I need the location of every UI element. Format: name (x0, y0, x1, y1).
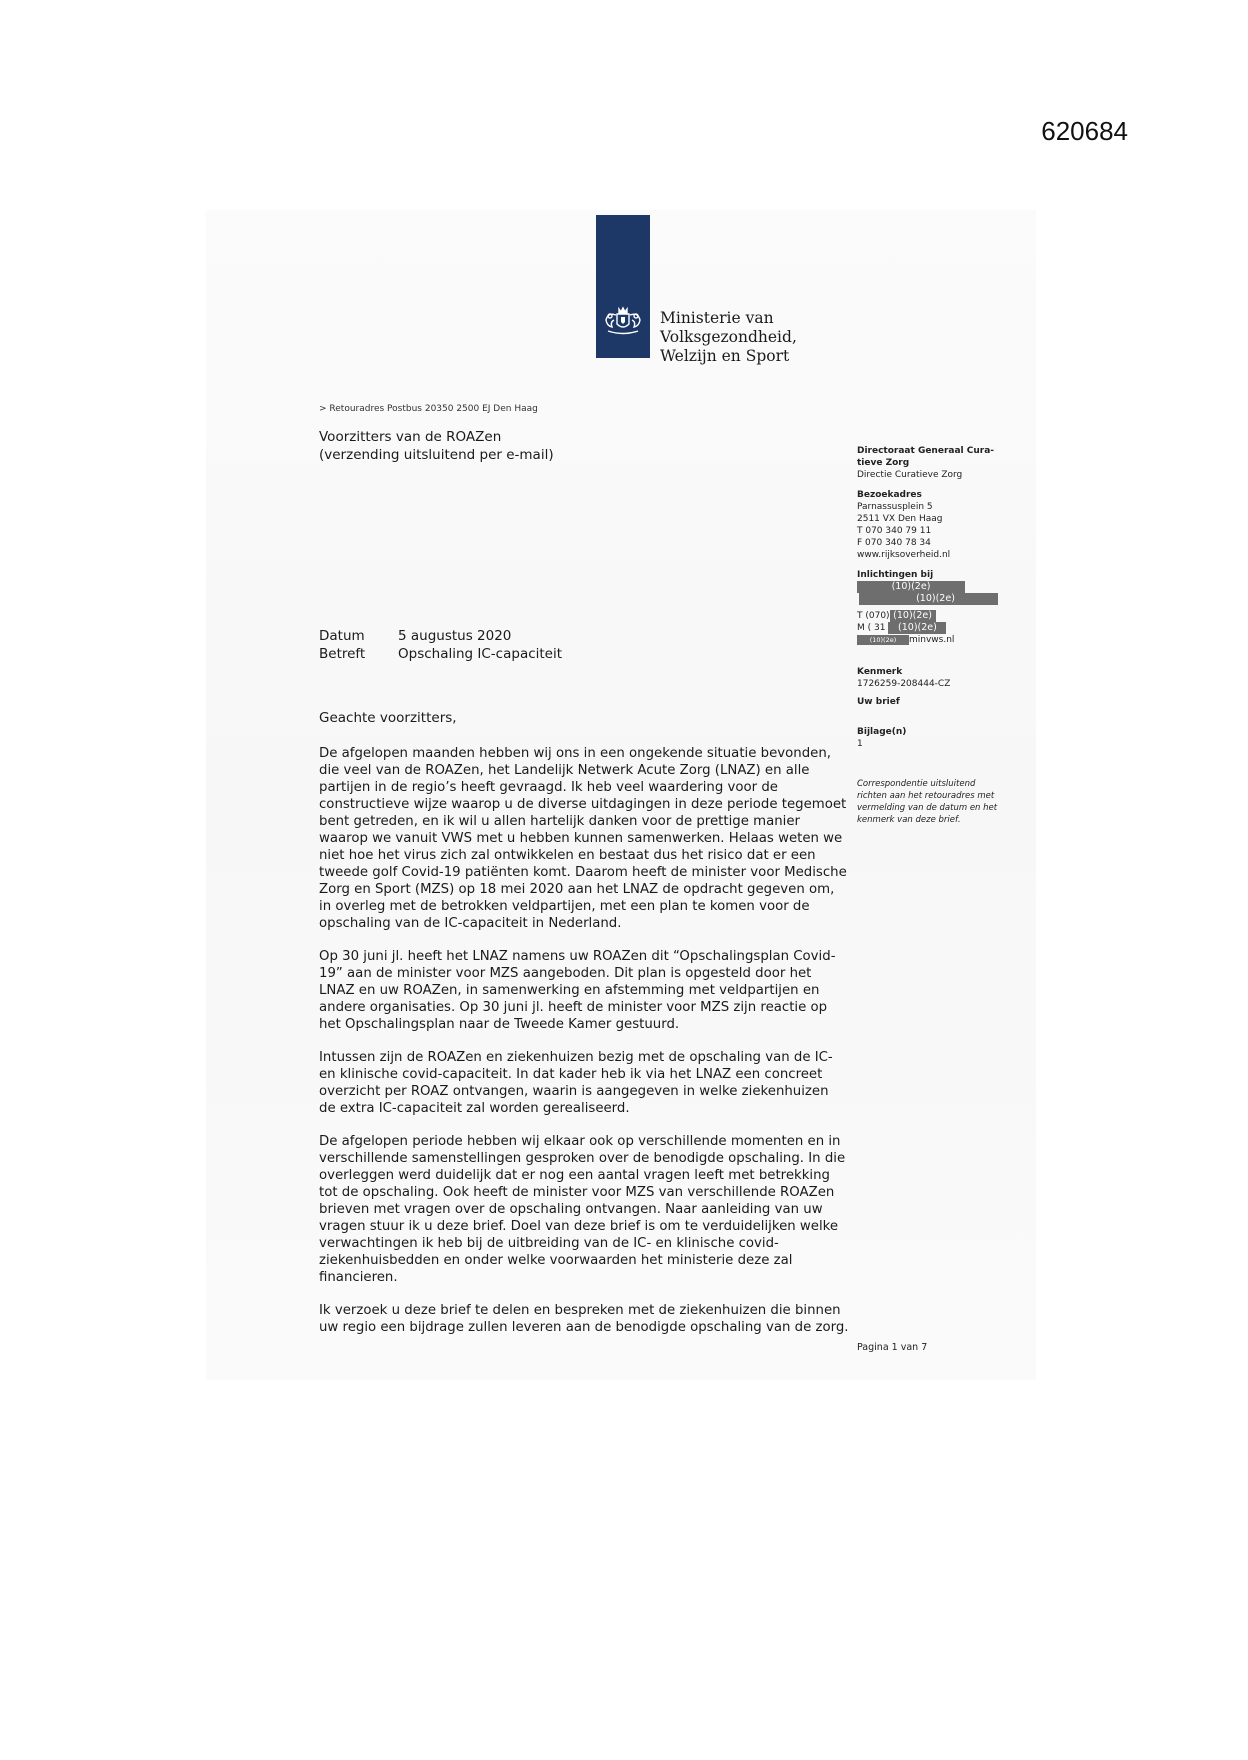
document-number: 620684 (1041, 116, 1128, 146)
reference-heading: Kenmerk (857, 667, 903, 677)
correspondence-note: Correspondentie uitsluitend richten aan het retouradres met vermelding van de datum en het kenmerk van deze brief. (857, 779, 998, 825)
subject-value: Opschaling IC-capaciteit (398, 646, 563, 662)
mobile-prefix: M ( 31 (857, 623, 886, 633)
letter-body (319, 745, 849, 1352)
body-paragraph: Intussen zijn de ROAZen en ziekenhuizen bezig met de opschaling van de IC- en klinische covid-capaciteit. In dat kader heb ik via het LNAZ een concreet overzicht per ROAZ ontvangen, waarin is aangegeven in welke ziekenhuizen de extra IC-capaciteit zal worden gerealiseerd. (319, 1050, 833, 1116)
body-paragraph: Ik verzoek u deze brief te delen en bespreken met de ziekenhuizen die binnen uw regio een bijdrage zullen leveren aan de benodigde opschaling van de zorg. (319, 1303, 849, 1335)
redaction-box: (10)(2e) (857, 581, 965, 593)
salutation: Geachte voorzitters, (319, 710, 457, 726)
date-value: 5 augustus 2020 (398, 628, 512, 644)
return-address: > Retouradres Postbus 20350 2500 EJ Den Haag (319, 404, 538, 414)
addressee-line-1: Voorzitters van de ROAZen (319, 429, 502, 445)
letter-meta (319, 627, 562, 663)
your-letter-heading: Uw brief (857, 697, 900, 707)
addressee-line-2: (verzending uitsluitend per e-mail) (319, 447, 554, 463)
attachments-value: 1 (857, 739, 863, 749)
visit-address-heading: Bezoekadres (857, 490, 922, 500)
ministry-name-line-2: Welzijn en Sport (660, 347, 790, 365)
directie: Directie Curatieve Zorg (857, 470, 963, 480)
date-row (319, 627, 562, 645)
email-suffix: minvws.nl (909, 635, 955, 645)
ministry-name (660, 309, 910, 366)
redaction-box: (10)(2e) (859, 593, 998, 605)
ministry-name-line-1: Ministerie van Volksgezondheid, (660, 309, 797, 346)
visit-street: Parnassusplein 5 (857, 502, 933, 512)
phone-prefix: T (070) (857, 611, 890, 621)
sidebar-info (857, 445, 1007, 826)
visit-phone: T 070 340 79 11 (857, 526, 932, 536)
directorate-line-2: tieve Zorg (857, 458, 910, 468)
redaction-box: (10)(2e) (888, 622, 946, 634)
website-link[interactable]: www.rijksoverheid.nl (857, 550, 951, 560)
subject-row (319, 645, 562, 663)
body-paragraph: De afgelopen maanden hebben wij ons in een ongekende situatie bevonden, die veel van de ROAZen, het Landelijk Netwerk Acute Zorg (LNAZ) en alle partijen in de regio’s heeft gevraagd. Ik heb veel waardering voor de constructieve wijze waarop u de diverse uitdagingen in deze periode tegemoet bent getreden, en ik wil u allen hartelijk danken voor de prettige manier waarop we vanuit VWS met u hebben kunnen samenwerken. Helaas weten we niet hoe het virus zich zal ontwikkelen en bestaat dus het risico dat er een tweede golf Covid-19 patiënten komt. Daarom heeft de minister voor Medische Zorg en Sport (MZS) op 18 mei 2020 aan het LNAZ de opdracht gegeven om, in overleg met de betrokken veldpartijen, met een plan te komen voor de opschaling van de IC-capaciteit in Nederland. (319, 746, 847, 931)
directorate-line-1: Directoraat Generaal Cura- (857, 446, 995, 456)
subject-label: Betreft (319, 646, 366, 662)
visit-fax: F 070 340 78 34 (857, 538, 931, 548)
info-heading: Inlichtingen bij (857, 570, 934, 580)
redaction-box: (10)(2e) (890, 610, 936, 622)
page-number: Pagina 1 van 7 (857, 1342, 928, 1353)
date-label: Datum (319, 628, 365, 644)
royal-crest-icon (600, 300, 646, 340)
visit-postal: 2511 VX Den Haag (857, 514, 943, 524)
addressee (319, 428, 554, 464)
redaction-box: (10)(2e) (857, 635, 909, 645)
body-paragraph: De afgelopen periode hebben wij elkaar ook op verschillende momenten en in verschillende samenstellingen gesproken over de benodigde opschaling. In die overleggen werd duidelijk dat er nog een aantal vragen leeft met betrekking tot de opschaling. Ook heeft de minister voor MZS van verschillende ROAZen brieven met vragen over de opschaling ontvangen. Naar aanleiding van uw vragen stuur ik u deze brief. Doel van deze brief is om te verduidelijken welke verwachtingen ik heb bij de uitbreiding van de IC- en klinische covid-ziekenhuisbedden en onder welke voorwaarden het ministerie deze zal financieren. (319, 1134, 846, 1285)
body-paragraph: Op 30 juni jl. heeft het LNAZ namens uw ROAZen dit “Opschalingsplan Covid-19” aan de minister voor MZS aangeboden. Dit plan is opgesteld door het LNAZ en uw ROAZen, in samenwerking en afstemming met veldpartijen en andere organisaties. Op 30 juni jl. heeft de minister voor MZS zijn reactie op het Opschalingsplan naar de Tweede Kamer gestuurd. (319, 949, 836, 1032)
reference-value: 1726259-208444-CZ (857, 679, 951, 689)
attachments-heading: Bijlage(n) (857, 727, 907, 737)
